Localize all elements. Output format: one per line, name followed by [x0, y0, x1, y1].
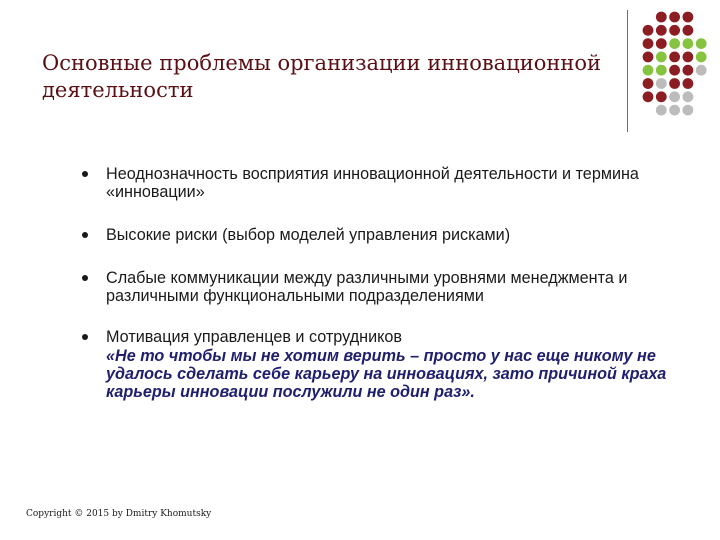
bullet-marker	[82, 232, 88, 238]
bullet-item	[78, 165, 678, 201]
decorative-dot	[656, 105, 667, 116]
decorative-dot	[669, 105, 680, 116]
decorative-dot	[683, 52, 694, 63]
bullet-item	[78, 226, 678, 244]
slide-title: Основные проблемы организации инновационной деятельности	[42, 51, 601, 102]
decorative-dot	[669, 65, 680, 76]
bullet-item	[78, 269, 678, 305]
decorative-dot	[696, 65, 707, 76]
bullet-text: Неоднозначность восприятия инновационной деятельности и термина «инновации»	[106, 165, 639, 201]
decorative-dot	[643, 52, 654, 63]
decorative-dot	[643, 38, 654, 49]
decorative-dot	[643, 78, 654, 89]
decorative-dot	[683, 78, 694, 89]
bullet-text: Слабые коммуникации между различными уровнями менеджмента и различными функциональными подразделениями	[106, 269, 628, 305]
bullet-marker	[82, 275, 88, 281]
decorative-dot	[683, 25, 694, 36]
decorative-dot	[643, 91, 654, 102]
decorative-dot	[656, 65, 667, 76]
decorative-dot	[656, 25, 667, 36]
bullet-quote	[106, 347, 678, 401]
decorative-dot	[669, 52, 680, 63]
bullet-text: Мотивация управленцев и сотрудников	[106, 328, 402, 346]
bullet-marker	[82, 171, 88, 177]
bullet-marker	[82, 334, 88, 340]
decorative-dot	[656, 91, 667, 102]
decorative-dot	[683, 91, 694, 102]
decorative-dot	[656, 78, 667, 89]
quote-text: «Не то чтобы мы не хотим верить – просто у нас еще никому не удалось сделать себе карьеру на инновациях, зато причиной краха карьеры инновации послужили не один раз».	[106, 347, 667, 401]
copyright-notice: Copyright © 2015 by Dmitry Khomutsky	[26, 509, 212, 519]
bullet-text: Высокие риски (выбор моделей управления рисками)	[106, 226, 511, 244]
decorative-dot	[643, 25, 654, 36]
decorative-dot	[643, 65, 654, 76]
decorative-dot	[683, 12, 694, 23]
decorative-dot	[669, 25, 680, 36]
decorative-dot	[656, 12, 667, 23]
decorative-dot	[669, 12, 680, 23]
decorative-dot	[656, 38, 667, 49]
decorative-dot	[683, 105, 694, 116]
decorative-dot	[683, 38, 694, 49]
decorative-dot	[656, 52, 667, 63]
decorative-dot	[669, 38, 680, 49]
decorative-dot-grid	[0, 0, 720, 140]
decorative-dot	[696, 52, 707, 63]
bullet-list	[78, 165, 678, 401]
decorative-dot	[669, 78, 680, 89]
decorative-dot	[669, 91, 680, 102]
decorative-dot	[696, 38, 707, 49]
bullet-item	[78, 328, 678, 401]
decorative-dot	[683, 65, 694, 76]
